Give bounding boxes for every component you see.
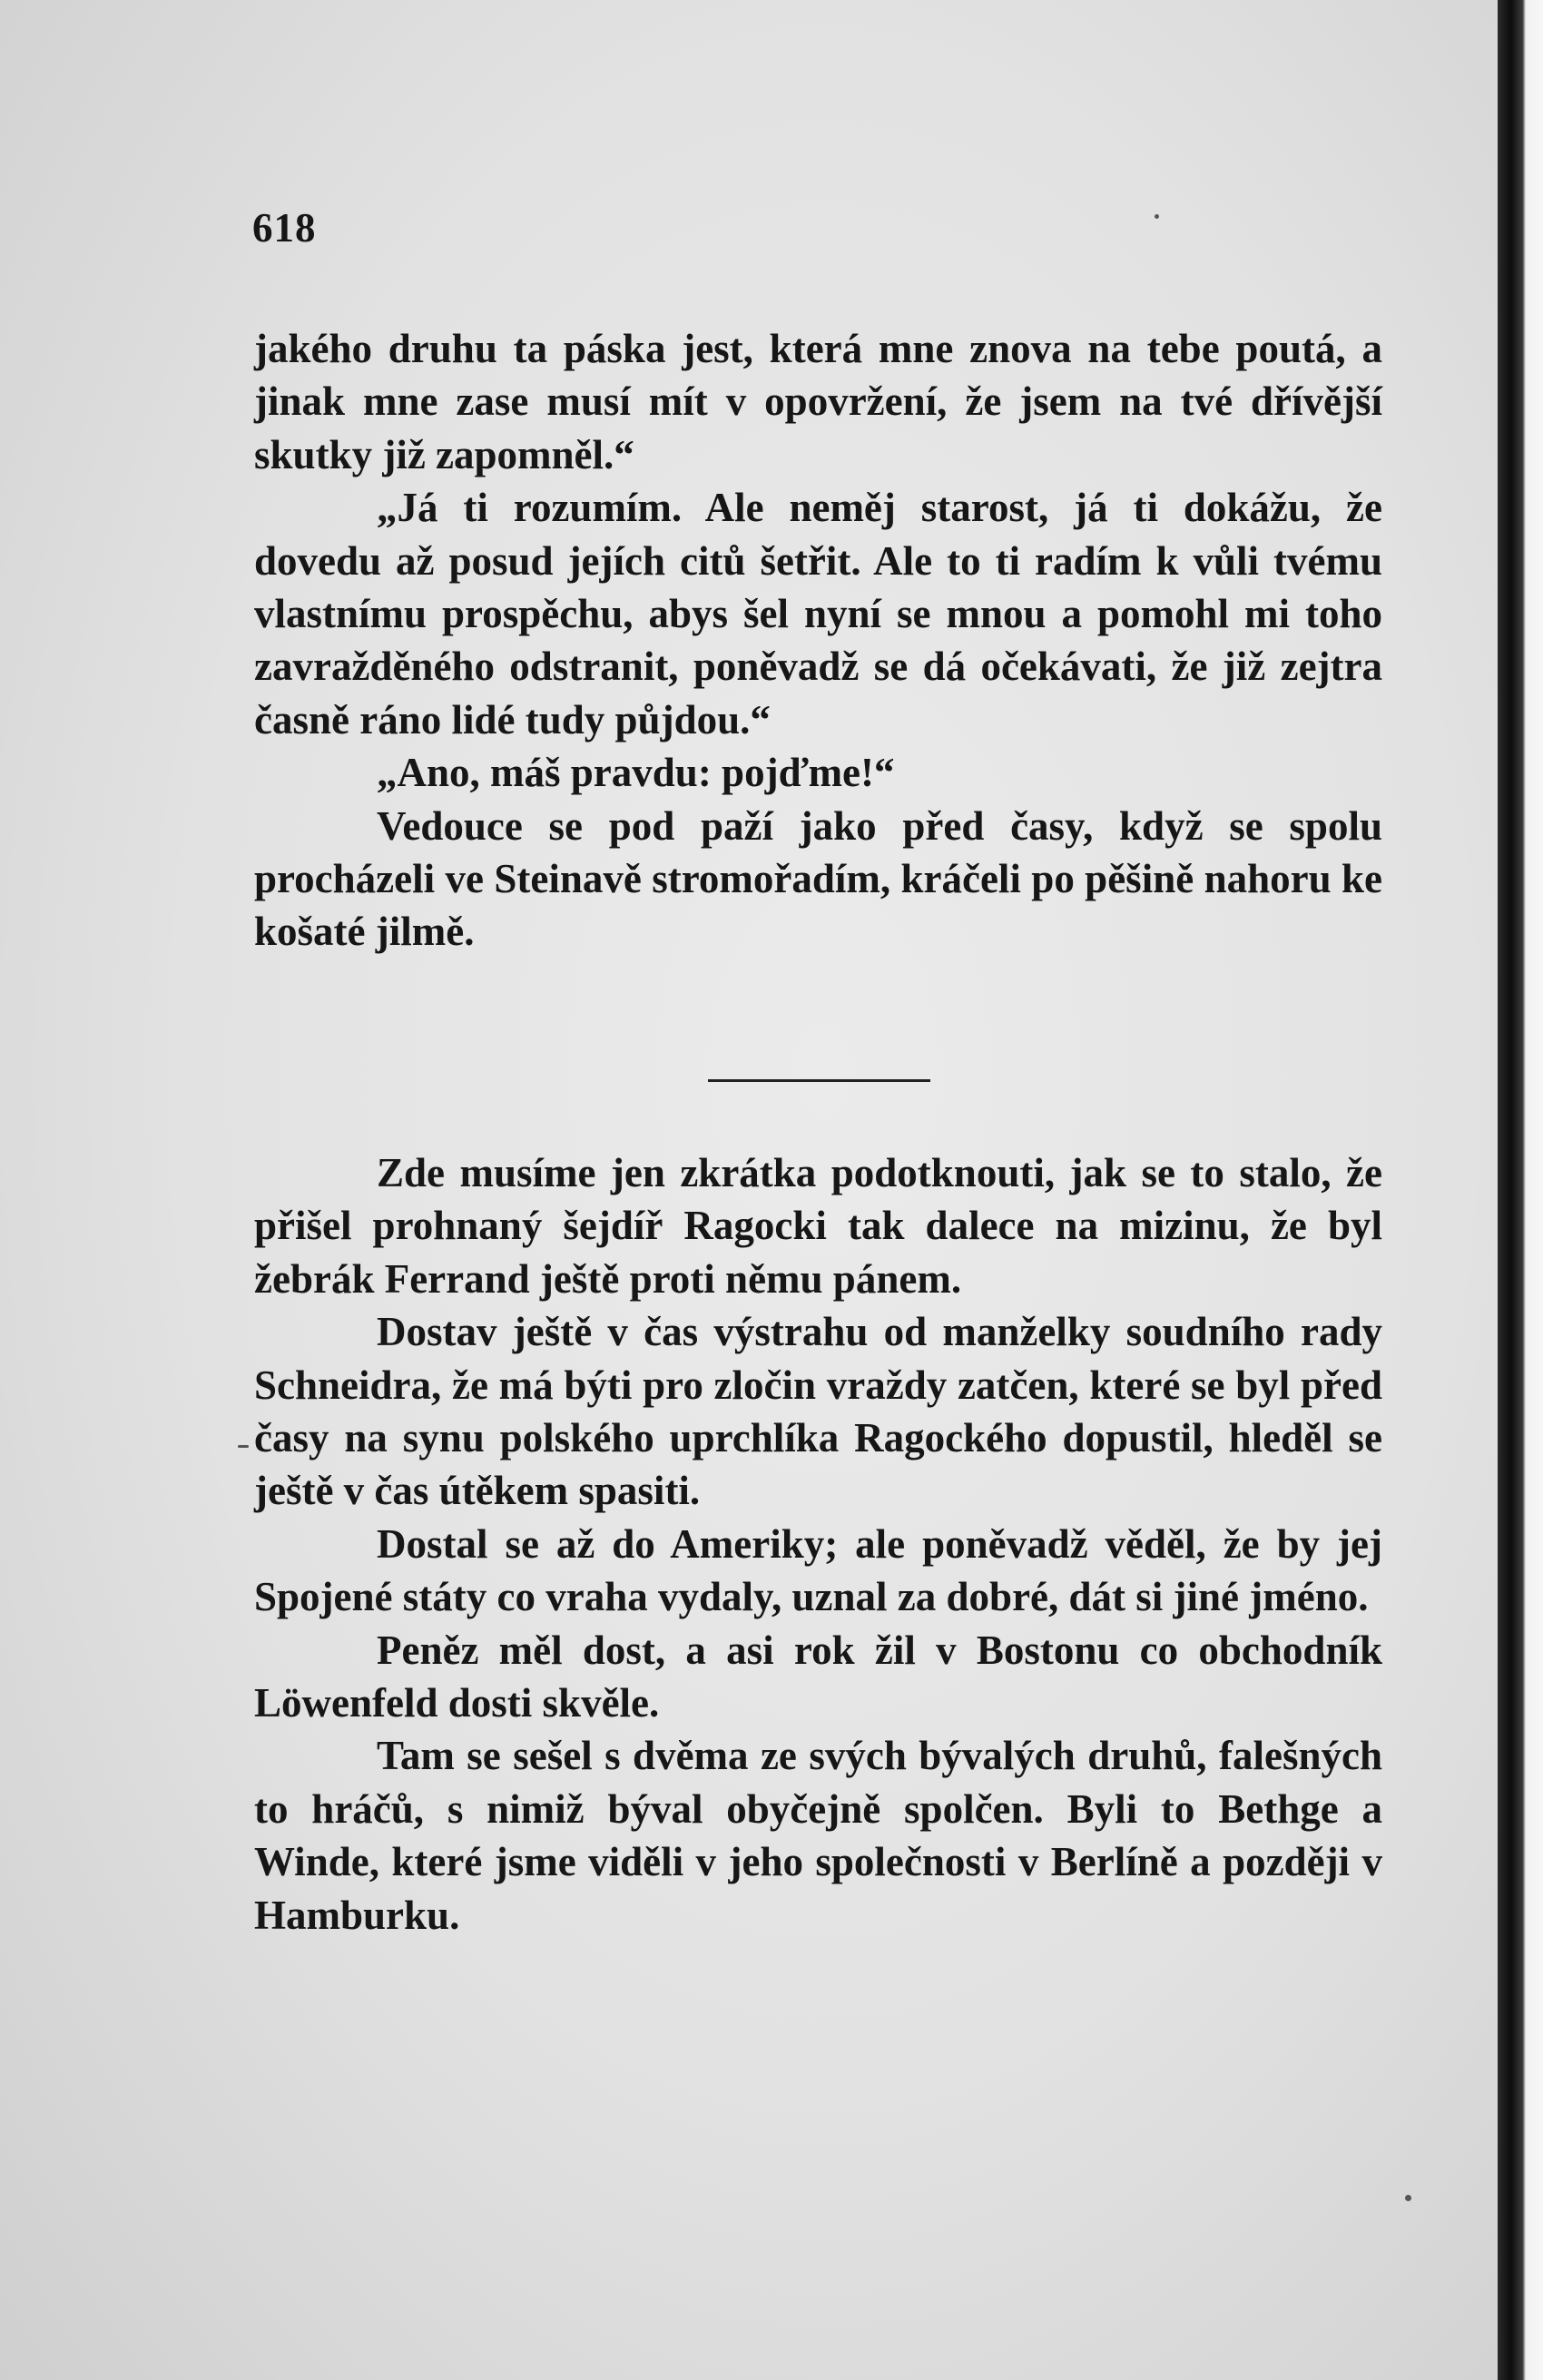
book-edge <box>1498 0 1543 2380</box>
paragraph: Vedouce se pod paží jako před časy, když se spolu procházeli ve Steinavě stromořadím, kráčeli po pěšině nahoru ke košaté jilmě. <box>254 802 1382 955</box>
scan-speck <box>1405 2195 1411 2201</box>
text-block-before-break <box>254 322 1382 959</box>
paragraph: Peněz měl dost, a asi rok žil v Bostonu co obchodník Löwenfeld dosti skvěle. <box>254 1627 1382 1726</box>
section-divider <box>708 1079 930 1082</box>
paragraph: Dostav ještě v čas výstrahu od manželky soudního rady Schneidra, že má býti pro zločin vraždy zatčen, které se byl před časy na synu polského uprchlíka Ragockého dopustil, hleděl se ještě v čas útěkem spasiti. <box>254 1309 1382 1514</box>
page-number: 618 <box>252 205 317 251</box>
paragraph: „Já ti rozumím. Ale neměj starost, já ti dokážu, že dovedu až posud jejích citů šetřit. Ale to ti radím k vůli tvému vlastnímu prospěchu, abys šel nyní se mnou a pomohl mi toho zavražděného odstranit, poněvadž se dá očekávati, že již zejtra časně ráno lidé tudy půjdou.“ <box>254 485 1382 743</box>
text-block-after-break <box>254 1146 1382 1942</box>
paragraph: Tam se sešel s dvěma ze svých bývalých druhů, falešných to hráčů, s nimiž býval obyčejně spolčen. Byli to Bethge a Winde, které jsme viděli v jeho společnosti v Berlíně a později v Hamburku. <box>254 1733 1382 1938</box>
scan-speck <box>1155 214 1159 219</box>
paragraph: Zde musíme jen zkrátka podotknouti, jak se to stalo, že přišel prohnaný šejdíř Ragocki tak dalece na mizinu, že byl žebrák Ferrand ještě proti němu pánem. <box>254 1150 1382 1302</box>
paragraph: jakého druhu ta páska jest, která mne znova na tebe poutá, a jinak mne zase musí mít v opovržení, že jsem na tvé dřívější skutky již zapomněl.“ <box>254 326 1382 477</box>
paragraph: „Ano, máš pravdu: pojďme!“ <box>377 750 895 796</box>
paragraph: Dostal se až do Ameriky; ale poněvadž věděl, že by jej Spojené státy co vraha vydaly, uznal za dobré, dát si jiné jméno. <box>254 1520 1382 1620</box>
scan-speck <box>238 1445 249 1448</box>
